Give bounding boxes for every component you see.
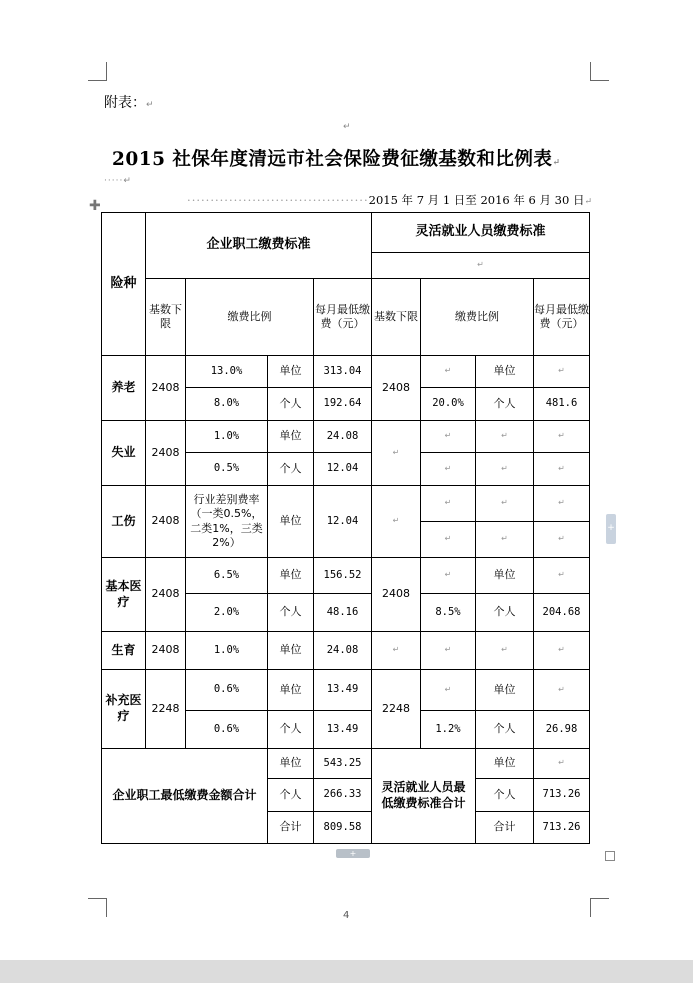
empty-cell: ↵: [534, 421, 590, 453]
paragraph-mark: ↵: [123, 176, 132, 186]
header-rate-flexible: 缴费比例: [421, 279, 534, 356]
paragraph-mark: ↵: [584, 197, 592, 207]
cell-payer: 个人: [476, 388, 534, 421]
empty-cell: ↵: [421, 486, 476, 522]
header-flexible-standard: 灵活就业人员缴费标准: [372, 213, 590, 253]
empty-cell: ↵: [421, 632, 476, 670]
cell-payer: 单位: [268, 421, 314, 453]
empty-cell: ↵: [534, 670, 590, 711]
cell-amount: 48.16: [314, 594, 372, 632]
empty-cell: ↵: [372, 253, 590, 279]
add-row-icon[interactable]: +: [336, 849, 370, 858]
header-insurance-type: 险种: [102, 213, 146, 356]
cell-base: 2408: [146, 486, 186, 558]
expand-panel-icon[interactable]: +: [606, 514, 616, 544]
row-label-maternity: 生育: [102, 632, 146, 670]
page-number: 4: [343, 910, 350, 921]
paragraph-mark: ↵: [552, 158, 561, 168]
table-row: [102, 558, 590, 594]
cell-base: 2248: [372, 670, 421, 749]
cell-payer: 个人: [268, 779, 314, 812]
cell-payer: 单位: [476, 749, 534, 779]
paragraph-mark: ↵: [146, 100, 154, 110]
cell-rate: 0.6%: [186, 670, 268, 711]
tab-leader: ·····↵: [104, 176, 132, 186]
cell-amount: 204.68: [534, 594, 590, 632]
cell-payer: 个人: [268, 711, 314, 749]
cell-rate: 6.5%: [186, 558, 268, 594]
empty-cell: ↵: [476, 632, 534, 670]
empty-cell: ↵: [372, 421, 421, 486]
empty-cell: ↵: [534, 749, 590, 779]
cell-rate: 2.0%: [186, 594, 268, 632]
cell-payer: 单位: [268, 632, 314, 670]
header-enterprise-standard: 企业职工缴费标准: [146, 213, 372, 279]
table-row: [102, 356, 590, 388]
empty-cell: ↵: [534, 453, 590, 486]
empty-cell: ↵: [534, 522, 590, 558]
empty-cell: ↵: [421, 421, 476, 453]
cell-amount: 266.33: [314, 779, 372, 812]
row-label-medical: 基本医疗: [102, 558, 146, 632]
cell-payer: 单位: [476, 356, 534, 388]
cell-base: 2408: [372, 356, 421, 421]
cell-amount: 543.25: [314, 749, 372, 779]
total-enterprise-label: 企业职工最低缴费金额合计: [102, 749, 268, 844]
cell-amount: 156.52: [314, 558, 372, 594]
cell-payer: 个人: [268, 594, 314, 632]
empty-cell: ↵: [421, 670, 476, 711]
cell-rate: 1.0%: [186, 421, 268, 453]
cell-base: 2408: [146, 356, 186, 421]
cell-rate: 13.0%: [186, 356, 268, 388]
cell-amount: 13.49: [314, 711, 372, 749]
cell-amount: 713.26: [534, 779, 590, 812]
cell-amount: 12.04: [314, 453, 372, 486]
tab-leader: ·······································: [187, 193, 369, 207]
cell-rate: 0.6%: [186, 711, 268, 749]
empty-cell: ↵: [421, 356, 476, 388]
empty-cell: ↵: [534, 558, 590, 594]
cell-rate: 1.0%: [186, 632, 268, 670]
header-monthly-min-enterprise: 每月最低缴费（元）: [314, 279, 372, 356]
cell-amount: 809.58: [314, 812, 372, 844]
cell-amount: 481.6: [534, 388, 590, 421]
header-monthly-min-flexible: 每月最低缴费（元）: [534, 279, 590, 356]
cell-amount: 713.26: [534, 812, 590, 844]
total-flexible-label: 灵活就业人员最低缴费标准合计: [372, 749, 476, 844]
cell-payer: 个人: [268, 453, 314, 486]
cell-base: 2408: [372, 558, 421, 632]
table-row: [102, 421, 590, 453]
table-resize-handle-icon[interactable]: [605, 851, 615, 861]
table-row: [102, 749, 590, 779]
cell-rate: 行业差别费率（一类0.5%，二类1%，三类2%）: [186, 486, 268, 558]
table-row: [102, 486, 590, 522]
empty-cell: ↵: [476, 486, 534, 522]
cell-payer: 合计: [476, 812, 534, 844]
cell-amount: 26.98: [534, 711, 590, 749]
cell-base: 2408: [146, 558, 186, 632]
cell-payer: 单位: [268, 486, 314, 558]
margin-corner-top-right: [590, 62, 609, 81]
row-label-unemployment: 失业: [102, 421, 146, 486]
cell-payer: 个人: [476, 711, 534, 749]
empty-cell: ↵: [372, 486, 421, 558]
header-base-lower-flexible: 基数下限: [372, 279, 421, 356]
header-base-lower-enterprise: 基数下限: [146, 279, 186, 356]
row-label-pension: 养老: [102, 356, 146, 421]
empty-cell: ↵: [534, 632, 590, 670]
cell-payer: 单位: [268, 670, 314, 711]
cell-amount: 13.49: [314, 670, 372, 711]
cell-payer: 单位: [476, 670, 534, 711]
table-move-handle-icon[interactable]: ✚: [89, 198, 101, 214]
header-rate-enterprise: 缴费比例: [186, 279, 314, 356]
cell-amount: 24.08: [314, 632, 372, 670]
cell-base: 2248: [146, 670, 186, 749]
empty-cell: ↵: [476, 522, 534, 558]
cell-payer: 合计: [268, 812, 314, 844]
cell-amount: 12.04: [314, 486, 372, 558]
empty-cell: ↵: [372, 632, 421, 670]
cell-payer: 单位: [268, 558, 314, 594]
table-row: [102, 670, 590, 711]
cell-rate: 20.0%: [421, 388, 476, 421]
cell-payer: 单位: [268, 749, 314, 779]
cell-rate: 8.5%: [421, 594, 476, 632]
cell-amount: 313.04: [314, 356, 372, 388]
attachment-label: 附表：↵: [104, 95, 154, 111]
cell-base: 2408: [146, 421, 186, 486]
margin-corner-top-left: [88, 62, 107, 81]
empty-cell: ↵: [421, 453, 476, 486]
cell-amount: 192.64: [314, 388, 372, 421]
empty-cell: ↵: [534, 356, 590, 388]
margin-corner-bottom-right: [590, 898, 609, 917]
empty-cell: ↵: [476, 453, 534, 486]
row-label-supplementary-medical: 补充医疗: [102, 670, 146, 749]
cell-payer: 单位: [268, 356, 314, 388]
cell-payer: 个人: [268, 388, 314, 421]
empty-cell: ↵: [476, 421, 534, 453]
row-label-injury: 工伤: [102, 486, 146, 558]
date-range-line: ·······································2015 年 7 月 1 日至 2016 年 6 月 30 日↵: [187, 193, 592, 207]
empty-cell: ↵: [421, 558, 476, 594]
cell-rate: 0.5%: [186, 453, 268, 486]
cell-rate: 8.0%: [186, 388, 268, 421]
cell-payer: 个人: [476, 779, 534, 812]
empty-cell: ↵: [421, 522, 476, 558]
cell-base: 2408: [146, 632, 186, 670]
document-title: 2015 社保年度清远市社会保险费征缴基数和比例表↵: [112, 149, 561, 170]
margin-corner-bottom-left: [88, 898, 107, 917]
paragraph-mark: ↵: [343, 122, 351, 132]
cell-payer: 个人: [476, 594, 534, 632]
empty-cell: ↵: [534, 486, 590, 522]
contribution-table: [101, 212, 590, 844]
table-row: [102, 632, 590, 670]
cell-payer: 单位: [476, 558, 534, 594]
cell-amount: 24.08: [314, 421, 372, 453]
cell-rate: 1.2%: [421, 711, 476, 749]
